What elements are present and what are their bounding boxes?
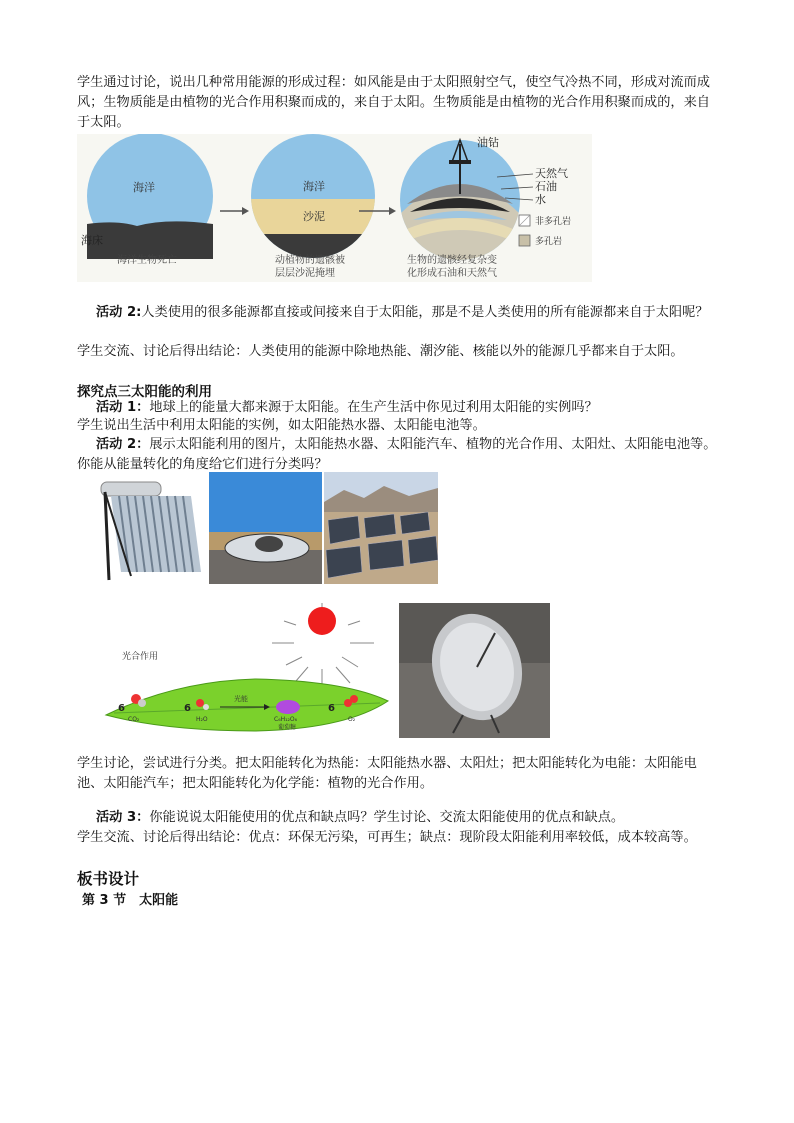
solar-car-image <box>209 472 322 584</box>
h2o-count: 6 <box>184 703 191 714</box>
conclusion-pros-cons: 学生交流、讨论后得出结论：优点：环保无污染，可再生；缺点：现阶段太阳能利用率较低，成本较高等。 <box>77 830 697 845</box>
solar-water-heater-image <box>91 472 207 584</box>
glucose-label: 葡萄糖 <box>278 724 297 731</box>
co2-label: CO₂ <box>128 716 140 723</box>
sand-label: 沙泥 <box>303 210 325 223</box>
board-design-title: 板书设计 <box>77 870 140 888</box>
ocean-label-1: 海洋 <box>133 181 155 194</box>
panel-2-caption-2: 层层沙泥掩埋 <box>275 268 335 279</box>
activity-3-question: 活动 3：你能说说太阳能使用的优点和缺点吗？学生讨论、交流太阳能使用的优点和缺点。 <box>96 810 625 825</box>
panel-3-caption-2: 化形成石油和天然气 <box>407 268 497 279</box>
oil-formation-figure <box>77 134 592 282</box>
o2-count: 6 <box>328 703 335 714</box>
legend-nonporous: 非多孔岩 <box>535 217 572 227</box>
activity-2-question: 活动 2:人类使用的很多能源都直接或间接来自于太阳能，那是不是人类使用的所有能源都来自于太阳呢？ <box>96 305 709 320</box>
activity-2-classify: 活动 2：展示太阳能利用的图片，太阳能热水器、太阳能汽车、植物的光合作用、太阳灶、太阳能电池等。你能从能量转化的角度给它们进行分类吗？ <box>77 437 717 472</box>
board-subtitle: 第 3 节 太阳能 <box>82 893 179 908</box>
solar-cooker-image <box>399 603 550 738</box>
legend-porous: 多孔岩 <box>535 237 563 247</box>
photosynthesis-title: 光合作用 <box>122 652 159 662</box>
light-energy-label: 光能 <box>234 695 248 703</box>
seabed-label: 海床 <box>81 234 103 247</box>
h2o-label: H₂O <box>196 716 208 723</box>
o2-label: O₂ <box>348 716 356 723</box>
photosynthesis-diagram <box>96 603 396 737</box>
panel-1-caption: 海洋生物死亡 <box>117 255 177 266</box>
section-title-solar-use: 探究点三太阳能的利用 <box>77 384 212 400</box>
oil-label: 石油 <box>535 180 557 193</box>
conclusion-sun-sources: 学生交流、讨论后得出结论：人类使用的能源中除地热能、潮汐能、核能以外的能源几乎都来自于太阳。 <box>77 344 684 359</box>
co2-count: 6 <box>118 703 125 714</box>
oil-rig-label: 油钻 <box>477 136 499 149</box>
sun-icon <box>308 607 336 635</box>
water-label: 水 <box>535 193 546 206</box>
ocean-label-2: 海洋 <box>303 180 325 193</box>
paragraph-classification: 学生讨论，尝试进行分类。把太阳能转化为热能：太阳能热水器、太阳灶；把太阳能转化为电能：太阳能电池、太阳能汽车；把太阳能转化为化学能：植物的光合作用。 <box>77 756 697 791</box>
paragraph-examples: 学生说出生活中利用太阳能的实例，如太阳能热水器、太阳能电池等。 <box>77 418 486 433</box>
panel-2-caption-1: 动植物的遗骸被 <box>275 255 345 266</box>
natural-gas-label: 天然气 <box>535 167 568 180</box>
activity-1-question: 活动 1：地球上的能量大都来源于太阳能。在生产生活中你见过利用太阳能的实例吗？ <box>96 400 598 415</box>
glucose-formula: C₆H₁₂O₆ <box>274 716 298 723</box>
panel-3-caption-1: 生物的遗骸经复杂变 <box>407 255 497 266</box>
solar-panel-field-image <box>324 472 438 584</box>
paragraph-energy-formation: 学生通过讨论，说出几种常用能源的形成过程：如风能是由于太阳照射空气，使空气冷热不同，形成对流而成风；生物质能是由植物的光合作用积聚而成的，来自于太阳。生物质能是由植物的光合作用积聚而成的，来自于太阳。 <box>77 75 710 130</box>
